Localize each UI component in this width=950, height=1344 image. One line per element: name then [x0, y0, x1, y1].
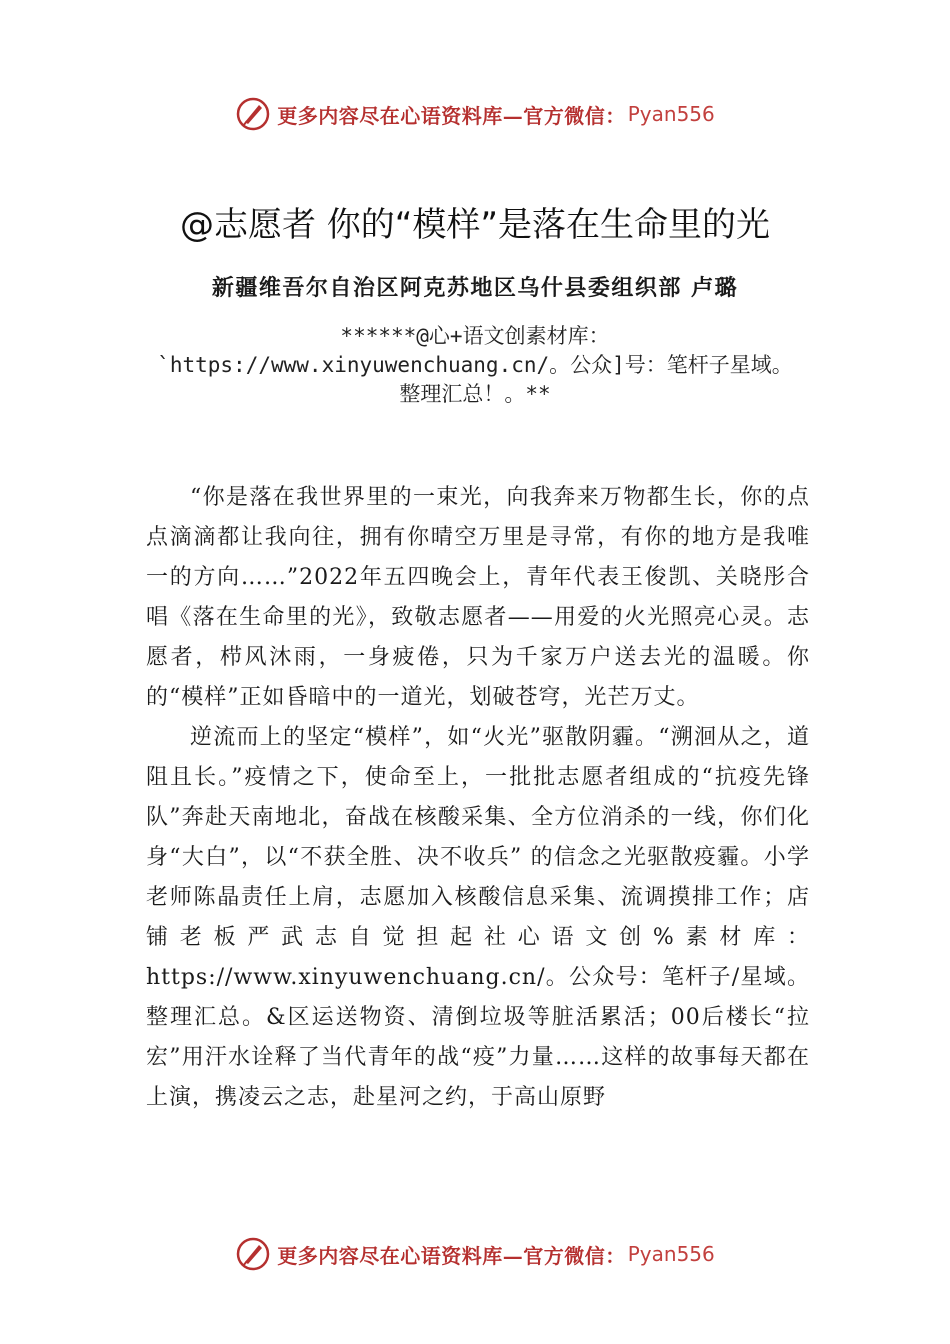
source-notice: ******@心+语文创素材库：`https://www.xinyuwenchuang.cn/。公众]号：笔杆子星域。整理汇总！。** [157, 324, 793, 406]
banner-wechat-id: Pyan556 [627, 102, 715, 126]
banner-text: 更多内容尽在心语资料库—官方微信： [277, 1243, 626, 1268]
banner-wechat-id: Pyan556 [627, 1242, 715, 1266]
banner-text: 更多内容尽在心语资料库—官方微信： [277, 103, 626, 128]
paragraph: 逆流而上的坚定“模样”，如“火光”驱散阴霾。“溯洄从之，道阻且长。”疫情之下，使命至上，一批批志愿者组成的“抗疫先锋队”奔赴天南地北，奋战在核酸采集、全方位消杀的一线，你们化身“大白”，以“不获全胜、决不收兵” 的信念之光驱散疫霾。小学老师陈晶责任上肩，志愿加入核酸信息采集、流调摸排工作；店铺老板严武志自觉担起社心语文创%素材库：https://www.xinyuwenchuang.cn/。公众号：笔杆子/星域。整理汇总。&区运送物资、清倒垃圾等脏活累活；00后楼长“拉宏”用汗水诠释了当代青年的战“疫”力量……这样的故事每天都在上演，携凌云之志，赴星河之约，于高山原野 [146, 725, 810, 1110]
article-title: @志愿者 你的“模样”是落在生命里的光 [179, 205, 771, 245]
header-banner [0, 94, 950, 134]
article-body [146, 478, 810, 1118]
paragraph: “你是落在我世界里的一束光，向我奔来万物都生长，你的点点滴滴都让我向往，拥有你晴空万里是寻常，有你的地方是我唯一的方向……”2022年五四晚会上，青年代表王俊凯、关晓彤合唱《落在生命里的光》，致敬志愿者——用爱的火光照亮心灵。志愿者，栉风沐雨，一身疲倦，只为千家万户送去光的温暖。你的“模样”正如昏暗中的一道光，划破苍穹，光芒万丈。 [146, 485, 810, 710]
article-author: 新疆维吾尔自治区阿克苏地区乌什县委组织部 卢璐 [211, 275, 739, 301]
quill-pen-icon [235, 96, 271, 132]
quill-pen-icon [235, 1236, 271, 1272]
footer-banner [0, 1234, 950, 1274]
